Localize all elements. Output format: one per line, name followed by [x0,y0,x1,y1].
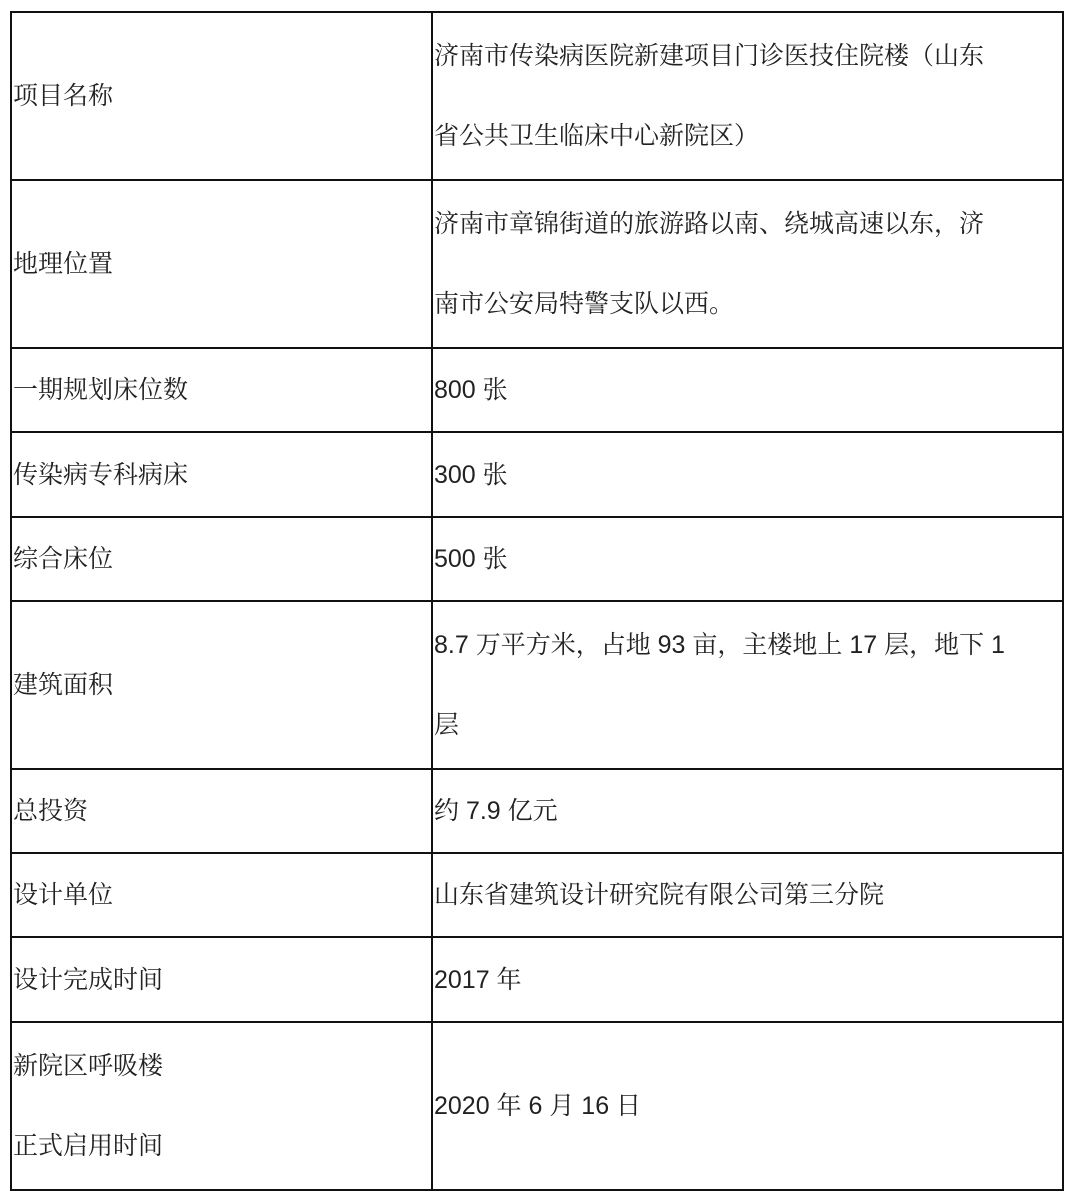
row-label-cell [11,12,432,180]
table-row [11,517,1063,601]
row-label: 正式启用时间 [13,1132,164,1160]
row-value: 300 张 [434,460,508,489]
row-value-cell [432,937,1063,1022]
row-value: 山东省建筑设计研究院有限公司第三分院 [434,881,885,909]
row-label-cell [11,937,432,1022]
row-label-cell [11,1022,432,1190]
row-value-cell [432,769,1063,853]
row-value-cell [432,180,1063,348]
table-row [11,180,1063,348]
row-value: 省公共卫生临床中心新院区） [434,122,760,150]
row-value-cell [432,348,1063,432]
row-value-cell [432,601,1063,769]
row-value-cell [432,853,1063,937]
table-row [11,12,1063,180]
table-row [11,1022,1063,1190]
row-value-cell [432,517,1063,601]
row-label-cell [11,180,432,348]
row-value: 约 7.9 亿元 [434,797,558,825]
row-value: 2020 年 6 月 16 日 [434,1092,642,1120]
row-label: 新院区呼吸楼 [13,1052,164,1080]
row-label: 设计完成时间 [13,965,164,994]
row-label: 一期规划床位数 [13,376,189,404]
row-label-cell [11,517,432,601]
project-info-table [10,11,1064,1191]
row-label: 项目名称 [13,82,114,110]
row-value: 层 [434,711,460,739]
row-value: 济南市传染病医院新建项目门诊医技住院楼（山东 [434,42,985,70]
row-label: 设计单位 [13,881,114,909]
row-value: 济南市章锦街道的旅游路以南、绕城高速以东，济 [434,210,985,238]
row-label-cell [11,769,432,853]
row-value-cell [432,1022,1063,1190]
table-row [11,348,1063,432]
row-value: 800 张 [434,376,508,404]
row-label: 建筑面积 [13,671,114,699]
row-label: 地理位置 [13,250,114,278]
table-row [11,769,1063,853]
row-label: 总投资 [13,797,89,825]
row-value: 南市公安局特警支队以西。 [434,290,735,318]
row-label-cell [11,601,432,769]
row-value: 2017 年 [434,965,522,994]
table-row [11,601,1063,769]
row-value: 8.7 万平方米，占地 93 亩，主楼地上 17 层，地下 1 [434,631,1005,659]
table-row [11,432,1063,517]
row-value-cell [432,432,1063,517]
row-label-cell [11,348,432,432]
row-label: 综合床位 [13,545,114,573]
row-label: 传染病专科病床 [13,460,189,489]
table-row [11,853,1063,937]
table-row [11,937,1063,1022]
row-label-cell [11,432,432,517]
row-label-cell [11,853,432,937]
row-value: 500 张 [434,545,508,573]
row-value-cell [432,12,1063,180]
